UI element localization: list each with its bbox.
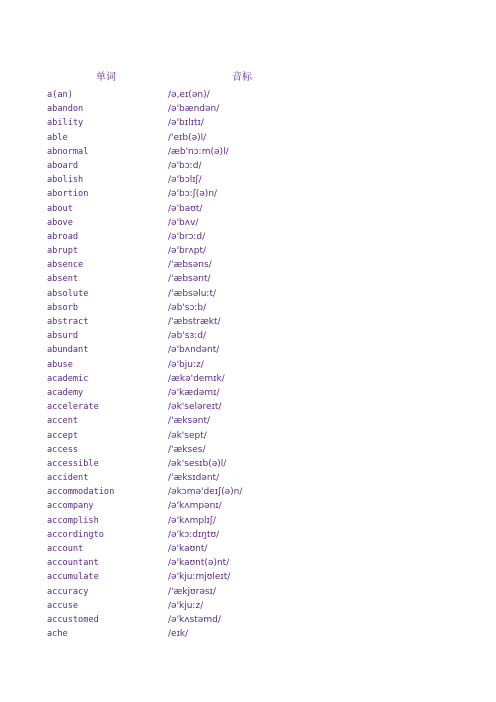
phonetic-text: /ə'kʌstəmd/ [168,614,221,625]
word-text: abrupt [47,246,79,257]
word-row [0,216,496,230]
word-row [0,116,496,130]
word-row [0,173,496,187]
word-row [0,301,496,315]
word-text: accustomed [47,614,99,625]
word-row [0,358,496,372]
table-header [0,68,496,82]
word-text: accent [47,416,79,427]
phonetic-text: /ə'kjuːz/ [168,600,204,611]
word-text: abuse [47,359,73,370]
phonetic-text: /ə'kʌmpənɪ/ [168,501,222,512]
phonetic-column-header: 音标 [232,72,252,83]
word-text: abundant [47,345,89,356]
word-text: account [47,544,84,554]
phonetic-text: /ə,eɪ(ən)/ [168,90,210,100]
phonetic-text: /'æbstrækt/ [168,317,221,327]
phonetic-text: /'æksɪdənt/ [168,473,220,484]
word-row [0,599,496,613]
word-text: abroad [47,231,79,242]
word-text: accommodation [47,487,115,498]
word-list [0,88,496,641]
word-text: about [47,203,73,214]
phonetic-text: /ə'kʌmplɪʃ/ [168,515,216,526]
word-row [0,570,496,584]
word-text: abolish [47,175,84,186]
word-row [0,556,496,570]
word-row [0,485,496,499]
word-row [0,102,496,116]
phonetic-text: /'eɪb(ə)l/ [168,132,207,143]
word-row [0,414,496,428]
phonetic-text: /æb'nɔːm(ə)l/ [168,146,229,157]
word-row [0,343,496,357]
word-row [0,471,496,485]
phonetic-text: /ə'kædəmɪ/ [168,387,220,398]
phonetic-text: /əkɔmə'deɪʃ(ə)n/ [168,487,243,498]
word-row [0,514,496,528]
phonetic-text: /'æbsəluːt/ [168,288,217,299]
word-text: accuracy [47,586,89,597]
word-text: abandon [47,104,84,115]
word-row [0,315,496,329]
word-text: abnormal [47,146,89,157]
word-row [0,443,496,457]
phonetic-text: /ə'bɔlɪʃ/ [168,175,202,186]
word-row [0,627,496,641]
word-row [0,528,496,542]
word-row [0,244,496,258]
phonetic-text: /'æbsənt/ [168,274,211,285]
word-row [0,613,496,627]
word-row [0,287,496,301]
word-row [0,230,496,244]
phonetic-text: /ə'bjuːz/ [168,359,204,370]
phonetic-text: /ə'bændən/ [168,104,220,115]
word-row [0,88,496,102]
word-row [0,272,496,286]
word-row [0,145,496,159]
word-row [0,329,496,343]
phonetic-text: /ək'sesɪb(ə)l/ [168,458,227,469]
word-row [0,258,496,272]
phonetic-text: /ə'brʌpt/ [168,246,207,257]
phonetic-text: /'ækjʊrəsɪ/ [168,586,216,597]
phonetic-text: /ə'bʌndənt/ [168,345,220,356]
phonetic-text: /ək'seləreɪt/ [168,402,222,413]
word-text: academic [47,373,89,384]
word-text: accessible [47,458,99,469]
phonetic-text: /ə'kɔːdɪŋtʊ/ [168,529,220,540]
phonetic-text: /ə'bɔːd/ [168,160,202,171]
word-text: absurd [47,331,79,342]
word-text: absent [47,274,79,285]
word-text: abstract [47,317,89,327]
word-row [0,542,496,556]
word-text: absence [47,260,84,271]
phonetic-text: /ə'brɔːd/ [168,231,206,242]
word-text: a(an) [47,90,73,100]
word-text: absolute [47,288,89,299]
phonetic-text: /ækə'demɪk/ [168,373,225,384]
phonetic-text: /əb'sɔːb/ [168,302,207,313]
word-row [0,386,496,400]
word-row [0,585,496,599]
word-row [0,131,496,145]
word-text: accelerate [47,402,99,413]
word-row [0,499,496,513]
word-text: ability [47,118,84,129]
word-text: accountant [47,558,99,569]
word-text: accumulate [47,572,99,583]
phonetic-text: /'æksənt/ [168,416,211,427]
word-row [0,187,496,201]
word-text: accept [47,430,79,441]
word-row [0,457,496,471]
word-row [0,372,496,386]
word-text: accuse [47,600,79,611]
word-row [0,159,496,173]
word-text: accompany [47,501,94,512]
word-text: abortion [47,189,89,200]
phonetic-text: /eɪk/ [168,629,189,640]
phonetic-text: /ə'baʊt/ [168,203,203,214]
phonetic-text: /ək'sept/ [168,430,207,441]
phonetic-text: /ə'bʌv/ [168,217,199,228]
word-text: absorb [47,302,79,313]
word-text: accident [47,473,89,484]
phonetic-text: /ə'kjuːmjʊleɪt/ [168,572,231,583]
word-row [0,400,496,414]
phonetic-text: /'æbsəns/ [168,260,212,271]
phonetic-text: /'ækses/ [168,444,206,455]
word-text: aboard [47,160,79,171]
word-text: able [47,132,68,143]
word-column-header: 单词 [96,72,116,83]
phonetic-text: /əb'sɜːd/ [168,331,207,342]
word-row [0,429,496,443]
word-text: academy [47,387,84,398]
phonetic-text: /ə'kaʊnt/ [168,544,208,554]
word-text: access [47,444,79,455]
word-text: accomplish [47,515,99,526]
phonetic-text: /ə'kaʊnt(ə)nt/ [168,558,230,569]
word-text: accordingto [47,529,104,540]
phonetic-text: /ə'bɪlɪtɪ/ [168,118,204,129]
phonetic-text: /ə'bɔːʃ(ə)n/ [168,189,218,200]
word-row [0,202,496,216]
word-text: above [47,217,73,228]
word-text: ache [47,629,68,640]
